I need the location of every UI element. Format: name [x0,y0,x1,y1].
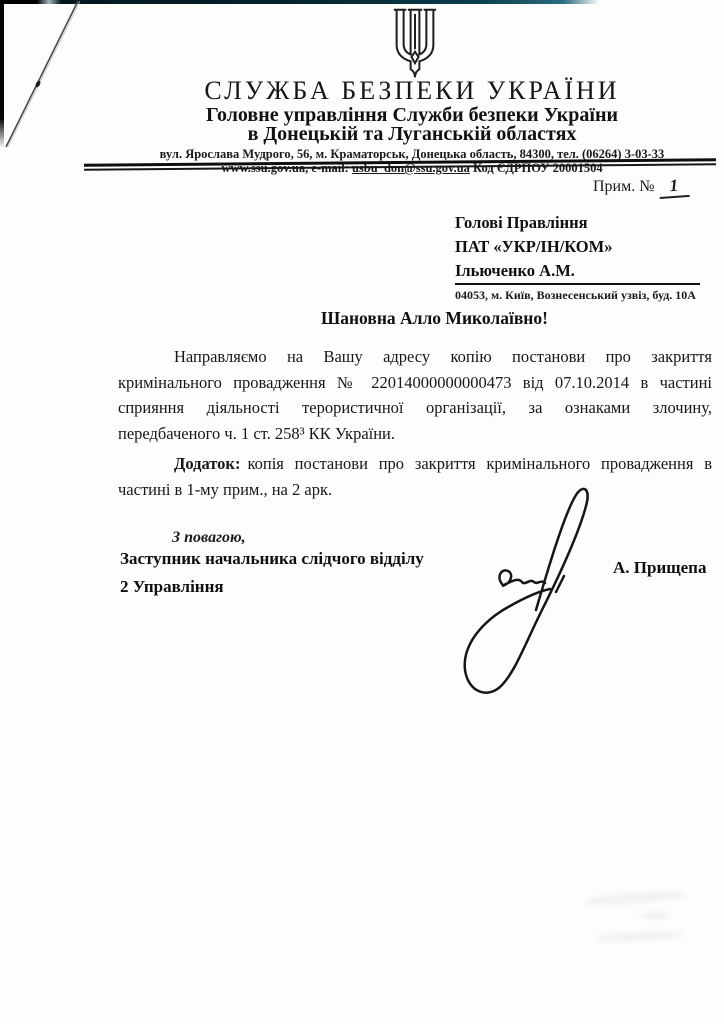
salutation: Шановна Алло Миколаївно! [321,308,548,328]
unit-name-line2: в Донецькій та Луганській областях [247,123,577,145]
copy-note-handwritten-number: 1 [658,175,689,199]
handwritten-signature [452,478,627,708]
ukraine-trident-icon [388,8,442,78]
agency-name: СЛУЖБА БЕЗПЕКИ УКРАЇНИ [204,76,620,105]
body-paragraph-main [118,344,712,446]
recipient-position: Голові Правління [455,213,588,232]
signer-name: А. Прищепа [613,558,707,577]
agency-website: www.ssu.gov.ua, [221,161,309,175]
agency-address: вул. Ярослава Мудрого, 56, м. Краматорськ, Донецька область, 84300, тел. (06264) 3-03-33 [159,147,665,161]
attachment-label: Додаток: [174,454,241,473]
body-line: кримінального провадження № 22014000000000473 від 07.10.2014 в частині [118,372,712,392]
regards-line: З повагою, [172,529,246,546]
email-label: e-mail: [311,161,349,175]
body-line: передбаченого ч. 1 ст. 258³ КК України. [118,423,396,443]
attachment-line: частині в 1-му прим., на 2 арк. [118,480,333,499]
unit-name-line1: Головне управління Служби безпеки України [205,104,618,126]
body-line: Направляємо на Вашу адресу копію постанови про закриття [174,347,712,366]
body-line: сприяння діяльності терористичної організації, за ознаками злочину, [118,398,712,417]
signer-title-line2: 2 Управління [120,577,224,596]
recipient-company: ПАТ «УКР/ІН/КОМ» [455,237,613,256]
recipient-person: Ільюченко А.М. [455,259,700,285]
attachment-text: копія постанови про закриття кримінального провадження в [247,454,712,473]
copy-number-note [593,176,689,198]
scan-bleedthrough-mark [596,930,682,943]
recipient-address: 04053, м. Київ, Вознесенський узвіз, буд. 10А [455,288,696,302]
attachment-line [118,451,712,477]
scan-bleedthrough-mark [640,912,670,919]
scan-bleedthrough-mark [585,890,685,907]
recipient-block [455,211,700,302]
agency-email: usbu_don@ssu.gov.ua [351,161,470,175]
agency-edrpou-code: Код ЄДРПОУ 20001504 [473,161,603,175]
signer-title-line1: Заступник начальника слідчого відділу [120,549,424,568]
copy-note-label: Прим. № [593,178,655,195]
